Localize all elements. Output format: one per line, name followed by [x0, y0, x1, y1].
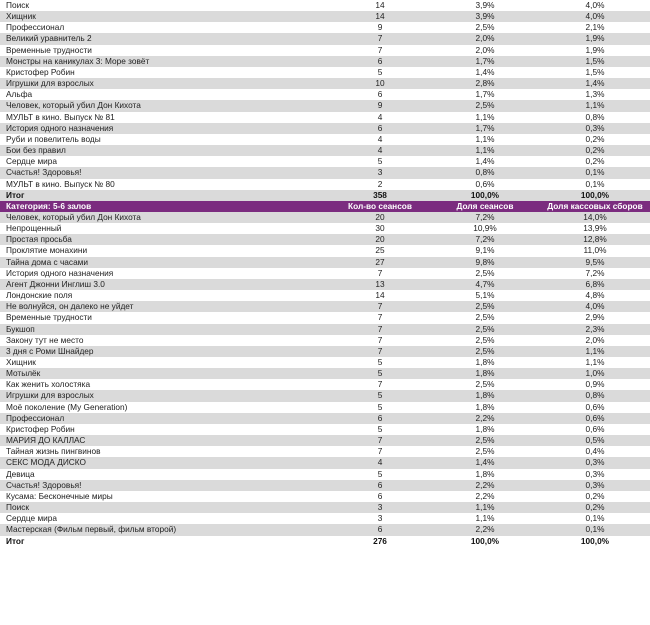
- share-box-office: 0,3%: [540, 469, 650, 480]
- share-sessions: 2,5%: [430, 379, 540, 390]
- sessions-count: 4: [330, 134, 430, 145]
- share-box-office: 4,0%: [540, 11, 650, 22]
- table-row: [0, 301, 650, 312]
- share-sessions: 1,7%: [430, 56, 540, 67]
- share-box-office: 1,1%: [540, 100, 650, 111]
- share-sessions: 2,0%: [430, 33, 540, 44]
- table-row: [0, 212, 650, 223]
- share-sessions: 1,7%: [430, 123, 540, 134]
- share-sessions: 5,1%: [430, 290, 540, 301]
- film-title: Счастья! Здоровья!: [0, 167, 330, 178]
- share-sessions: 1,8%: [430, 357, 540, 368]
- sessions-count: 3: [330, 167, 430, 178]
- film-title: Агент Джонни Инглиш 3.0: [0, 279, 330, 290]
- share-box-office: 0,2%: [540, 502, 650, 513]
- film-title: Как женить холостяка: [0, 379, 330, 390]
- share-box-office: 2,1%: [540, 22, 650, 33]
- table-row: [0, 234, 650, 245]
- share-sessions: 2,5%: [430, 22, 540, 33]
- share-sessions: 10,9%: [430, 223, 540, 234]
- share-box-office: 0,9%: [540, 379, 650, 390]
- film-title: Хищник: [0, 11, 330, 22]
- table-row: [0, 45, 650, 56]
- table-row: [0, 78, 650, 89]
- share-sessions: 9,8%: [430, 257, 540, 268]
- column-header-sessions: Кол-во сеансов: [330, 201, 430, 212]
- film-title: История одного назначения: [0, 268, 330, 279]
- table-row: [0, 312, 650, 323]
- film-title: Кусама: Бесконечные миры: [0, 491, 330, 502]
- share-box-office: 9,5%: [540, 257, 650, 268]
- film-title: История одного назначения: [0, 123, 330, 134]
- share-sessions: 2,5%: [430, 335, 540, 346]
- film-title: Лондонские поля: [0, 290, 330, 301]
- share-sessions: 1,8%: [430, 390, 540, 401]
- table-row: [0, 413, 650, 424]
- share-box-office: 0,5%: [540, 435, 650, 446]
- share-sessions: 2,5%: [430, 100, 540, 111]
- table-row: [0, 33, 650, 44]
- film-title: Мастерская (Фильм первый, фильм второй): [0, 524, 330, 535]
- table-row: [0, 379, 650, 390]
- film-title: Альфа: [0, 89, 330, 100]
- table-row: [0, 11, 650, 22]
- sessions-count: 7: [330, 45, 430, 56]
- sessions-count: 5: [330, 156, 430, 167]
- table-row: [0, 112, 650, 123]
- table-row: [0, 245, 650, 256]
- sessions-count: 3: [330, 502, 430, 513]
- sessions-count: 7: [330, 33, 430, 44]
- table-row: [0, 402, 650, 413]
- share-sessions: 2,5%: [430, 446, 540, 457]
- film-title: Временные трудности: [0, 312, 330, 323]
- share-sessions: 2,5%: [430, 346, 540, 357]
- sessions-count: 5: [330, 469, 430, 480]
- sessions-count: 7: [330, 301, 430, 312]
- film-title: Бои без правил: [0, 145, 330, 156]
- share-sessions: 2,2%: [430, 480, 540, 491]
- sessions-count: 7: [330, 379, 430, 390]
- sessions-count: 6: [330, 89, 430, 100]
- share-sessions: 1,8%: [430, 469, 540, 480]
- share-sessions: 2,2%: [430, 491, 540, 502]
- share-box-office: 0,6%: [540, 402, 650, 413]
- share-sessions: 1,1%: [430, 502, 540, 513]
- total-sessions: 276: [330, 536, 430, 547]
- film-title: Великий уравнитель 2: [0, 33, 330, 44]
- share-box-office: 0,3%: [540, 480, 650, 491]
- film-title: Поиск: [0, 502, 330, 513]
- sessions-count: 5: [330, 402, 430, 413]
- category-header-row: [0, 201, 650, 212]
- sessions-count: 6: [330, 491, 430, 502]
- total-share-sessions: 100,0%: [430, 190, 540, 201]
- film-title: Букшоп: [0, 324, 330, 335]
- section-2-total: [0, 536, 650, 547]
- share-sessions: 7,2%: [430, 212, 540, 223]
- share-sessions: 2,8%: [430, 78, 540, 89]
- film-title: Сердце мира: [0, 513, 330, 524]
- table-row: [0, 290, 650, 301]
- share-sessions: 3,9%: [430, 11, 540, 22]
- sessions-count: 7: [330, 312, 430, 323]
- table-row: [0, 89, 650, 100]
- share-box-office: 1,9%: [540, 45, 650, 56]
- sessions-count: 10: [330, 78, 430, 89]
- sessions-count: 30: [330, 223, 430, 234]
- share-sessions: 2,2%: [430, 413, 540, 424]
- share-box-office: 0,2%: [540, 156, 650, 167]
- table-row: [0, 346, 650, 357]
- share-sessions: 2,5%: [430, 312, 540, 323]
- share-sessions: 2,2%: [430, 524, 540, 535]
- section-2-header: [0, 201, 650, 212]
- film-title: Монстры на каникулах 3: Море зовёт: [0, 56, 330, 67]
- table-row: [0, 67, 650, 78]
- share-box-office: 6,8%: [540, 279, 650, 290]
- film-title: Руби и повелитель воды: [0, 134, 330, 145]
- sessions-count: 25: [330, 245, 430, 256]
- film-title: Профессионал: [0, 22, 330, 33]
- share-sessions: 1,8%: [430, 424, 540, 435]
- share-sessions: 1,1%: [430, 145, 540, 156]
- table-row: [0, 257, 650, 268]
- total-share-sessions: 100,0%: [430, 536, 540, 547]
- sessions-count: 27: [330, 257, 430, 268]
- share-sessions: 1,4%: [430, 67, 540, 78]
- film-title: Девица: [0, 469, 330, 480]
- table-row: [0, 357, 650, 368]
- film-title: Сердце мира: [0, 156, 330, 167]
- share-box-office: 1,3%: [540, 89, 650, 100]
- share-sessions: 1,8%: [430, 368, 540, 379]
- film-title: МУЛЬТ в кино. Выпуск № 80: [0, 179, 330, 190]
- sessions-count: 5: [330, 357, 430, 368]
- sessions-count: 6: [330, 480, 430, 491]
- film-title: Кристофер Робин: [0, 424, 330, 435]
- share-box-office: 1,0%: [540, 368, 650, 379]
- sessions-count: 7: [330, 346, 430, 357]
- film-title: Человек, который убил Дон Кихота: [0, 100, 330, 111]
- share-box-office: 1,5%: [540, 67, 650, 78]
- share-box-office: 0,6%: [540, 413, 650, 424]
- share-sessions: 2,0%: [430, 45, 540, 56]
- share-sessions: 2,5%: [430, 324, 540, 335]
- share-box-office: 1,5%: [540, 56, 650, 67]
- table-row: [0, 524, 650, 535]
- share-sessions: 3,9%: [430, 0, 540, 11]
- table-row: [0, 513, 650, 524]
- sessions-count: 5: [330, 390, 430, 401]
- table-row: [0, 446, 650, 457]
- share-box-office: 0,2%: [540, 145, 650, 156]
- share-sessions: 9,1%: [430, 245, 540, 256]
- table-row: [0, 268, 650, 279]
- sessions-count: 14: [330, 0, 430, 11]
- table-row: [0, 368, 650, 379]
- share-sessions: 4,7%: [430, 279, 540, 290]
- film-title: МУЛЬТ в кино. Выпуск № 81: [0, 112, 330, 123]
- share-sessions: 2,5%: [430, 301, 540, 312]
- sessions-count: 20: [330, 212, 430, 223]
- film-title: Профессионал: [0, 413, 330, 424]
- share-sessions: 0,8%: [430, 167, 540, 178]
- table-row: [0, 179, 650, 190]
- sessions-count: 4: [330, 145, 430, 156]
- share-sessions: 2,5%: [430, 268, 540, 279]
- table-row: [0, 56, 650, 67]
- sessions-count: 9: [330, 22, 430, 33]
- film-title: Простая просьба: [0, 234, 330, 245]
- film-title: Временные трудности: [0, 45, 330, 56]
- share-box-office: 0,1%: [540, 179, 650, 190]
- sessions-count: 5: [330, 368, 430, 379]
- film-title: Игрушки для взрослых: [0, 78, 330, 89]
- total-share-box: 100,0%: [540, 190, 650, 201]
- sessions-count: 5: [330, 67, 430, 78]
- section-1-body: [0, 0, 650, 190]
- share-box-office: 0,4%: [540, 446, 650, 457]
- sessions-count: 6: [330, 56, 430, 67]
- table-row: [0, 156, 650, 167]
- sessions-count: 13: [330, 279, 430, 290]
- table-row: [0, 0, 650, 11]
- table-row: [0, 491, 650, 502]
- film-title: Моё поколение (My Generation): [0, 402, 330, 413]
- share-box-office: 13,9%: [540, 223, 650, 234]
- film-title: Человек, который убил Дон Кихота: [0, 212, 330, 223]
- sessions-count: 7: [330, 268, 430, 279]
- total-share-box: 100,0%: [540, 536, 650, 547]
- total-row: [0, 190, 650, 201]
- section-2-body: [0, 212, 650, 536]
- section-1-total: [0, 190, 650, 201]
- share-box-office: 1,1%: [540, 346, 650, 357]
- share-sessions: 1,1%: [430, 134, 540, 145]
- film-title: МАРИЯ ДО КАЛЛАС: [0, 435, 330, 446]
- column-header-share-box: Доля кассовых сборов: [540, 201, 650, 212]
- sessions-count: 14: [330, 290, 430, 301]
- film-title: СЕКС МОДА ДИСКО: [0, 457, 330, 468]
- category-label: Категория: 5-6 залов: [0, 201, 330, 212]
- share-sessions: 2,5%: [430, 435, 540, 446]
- share-box-office: 0,1%: [540, 524, 650, 535]
- share-box-office: 0,1%: [540, 167, 650, 178]
- column-header-share-sessions: Доля сеансов: [430, 201, 540, 212]
- share-sessions: 7,2%: [430, 234, 540, 245]
- sessions-count: 6: [330, 123, 430, 134]
- table-row: [0, 134, 650, 145]
- share-sessions: 1,4%: [430, 156, 540, 167]
- share-box-office: 4,0%: [540, 301, 650, 312]
- sessions-count: 6: [330, 524, 430, 535]
- share-box-office: 2,0%: [540, 335, 650, 346]
- share-box-office: 0,8%: [540, 112, 650, 123]
- film-title: Счастья! Здоровья!: [0, 480, 330, 491]
- table-row: [0, 145, 650, 156]
- share-box-office: 4,8%: [540, 290, 650, 301]
- sessions-count: 2: [330, 179, 430, 190]
- film-title: Поиск: [0, 0, 330, 11]
- sessions-count: 3: [330, 513, 430, 524]
- table-row: [0, 167, 650, 178]
- table-row: [0, 123, 650, 134]
- table-row: [0, 390, 650, 401]
- share-sessions: 1,1%: [430, 112, 540, 123]
- sessions-count: 7: [330, 446, 430, 457]
- film-title: Мотылёк: [0, 368, 330, 379]
- share-box-office: 1,1%: [540, 357, 650, 368]
- share-box-office: 14,0%: [540, 212, 650, 223]
- share-box-office: 4,0%: [540, 0, 650, 11]
- film-title: Непрощенный: [0, 223, 330, 234]
- share-sessions: 1,1%: [430, 513, 540, 524]
- share-box-office: 0,6%: [540, 424, 650, 435]
- film-title: Тайная жизнь пингвинов: [0, 446, 330, 457]
- film-title: Закону тут не место: [0, 335, 330, 346]
- share-box-office: 0,3%: [540, 457, 650, 468]
- share-sessions: 1,8%: [430, 402, 540, 413]
- table-row: [0, 22, 650, 33]
- table-row: [0, 480, 650, 491]
- sessions-count: 9: [330, 100, 430, 111]
- share-box-office: 0,2%: [540, 134, 650, 145]
- sessions-count: 5: [330, 424, 430, 435]
- share-sessions: 1,4%: [430, 457, 540, 468]
- total-label: Итог: [0, 536, 330, 547]
- share-sessions: 1,7%: [430, 89, 540, 100]
- table-row: [0, 435, 650, 446]
- sessions-count: 6: [330, 413, 430, 424]
- total-label: Итог: [0, 190, 330, 201]
- film-title: Проклятие монахини: [0, 245, 330, 256]
- total-sessions: 358: [330, 190, 430, 201]
- table-row: [0, 100, 650, 111]
- table-row: [0, 335, 650, 346]
- film-title: Игрушки для взрослых: [0, 390, 330, 401]
- share-box-office: 1,4%: [540, 78, 650, 89]
- sessions-count: 20: [330, 234, 430, 245]
- sessions-count: 4: [330, 112, 430, 123]
- total-row: [0, 536, 650, 547]
- share-box-office: 0,8%: [540, 390, 650, 401]
- sessions-count: 7: [330, 435, 430, 446]
- table-row: [0, 502, 650, 513]
- sessions-count: 7: [330, 324, 430, 335]
- share-sessions: 0,6%: [430, 179, 540, 190]
- share-box-office: 2,9%: [540, 312, 650, 323]
- film-title: 3 дня с Роми Шнайдер: [0, 346, 330, 357]
- share-box-office: 0,2%: [540, 491, 650, 502]
- film-title: Тайна дома с часами: [0, 257, 330, 268]
- sessions-count: 14: [330, 11, 430, 22]
- table-row: [0, 279, 650, 290]
- share-box-office: 2,3%: [540, 324, 650, 335]
- film-title: Хищник: [0, 357, 330, 368]
- film-title: Кристофер Робин: [0, 67, 330, 78]
- table-row: [0, 223, 650, 234]
- table-row: [0, 469, 650, 480]
- table-row: [0, 424, 650, 435]
- table-row: [0, 457, 650, 468]
- sessions-count: 4: [330, 457, 430, 468]
- share-box-office: 7,2%: [540, 268, 650, 279]
- share-box-office: 0,1%: [540, 513, 650, 524]
- share-box-office: 12,8%: [540, 234, 650, 245]
- sessions-count: 7: [330, 335, 430, 346]
- film-title: Не волнуйся, он далеко не уйдет: [0, 301, 330, 312]
- share-box-office: 11,0%: [540, 245, 650, 256]
- table-row: [0, 324, 650, 335]
- share-box-office: 0,3%: [540, 123, 650, 134]
- share-box-office: 1,9%: [540, 33, 650, 44]
